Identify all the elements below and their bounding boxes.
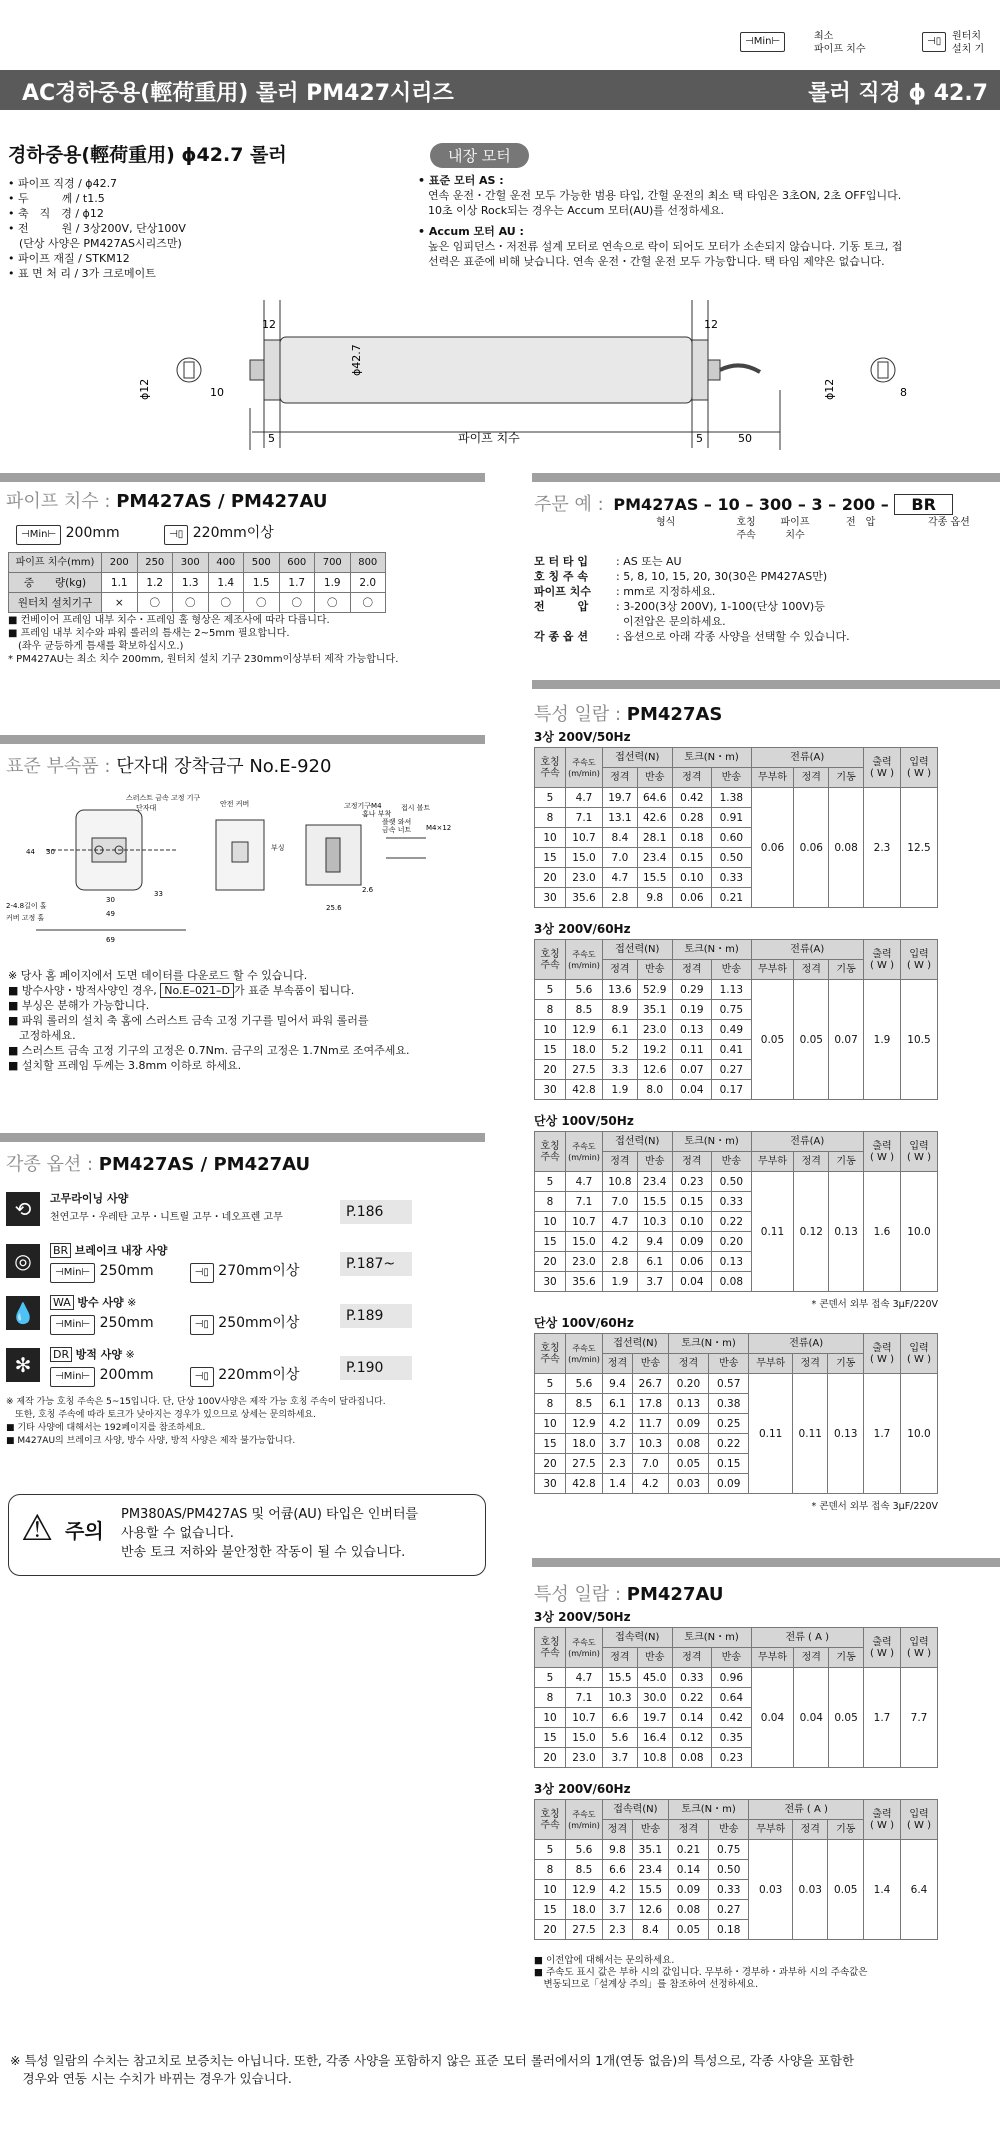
svg-text:안전 커버: 안전 커버 [220,800,250,808]
table-row: 8 7.1 7.0 15.5 0.15 0.33 [535,1192,938,1212]
top-legend [740,30,1000,70]
table-row: 15 15.0 7.0 23.4 0.15 0.50 [535,848,938,868]
shaft-end-right [868,355,898,385]
section-bar [532,1558,1000,1567]
char-table-block [534,1608,938,1768]
svg-text:스러스트 금속 고정 기구: 스러스트 금속 고정 기구 [126,794,201,802]
svg-text:부싱: 부싱 [271,844,285,852]
table-row: 5 5.6 9.4 26.7 0.20 0.57 0.11 0.11 0.13 1.7 10.0 [535,1374,938,1394]
accessory-heading: 표준 부속품 : 단자대 장착금구 No.E-920 [6,756,332,777]
table-row: 5 5.6 13.6 52.9 0.29 1.13 0.05 0.05 0.07 1.9 10.5 [535,980,938,1000]
dim-phi12-right: ϕ12 [823,378,836,400]
motor-au-text: 높은 임피던스・저전류 설계 모터로 연속으로 락이 되어도 모터가 소손되지 않습니다. 기동 토크, 접 선력은 표준에 비해 낮습니다. 연속 운전・간헐 운전 모두 가능합니다. 택 타임 제약은 없습니다. [428,240,903,268]
svg-text:2-4.8길이 홀: 2-4.8길이 홀 [6,902,47,910]
dim-5-right: 5 [696,432,703,445]
svg-text:접시 볼트: 접시 볼트 [401,804,431,812]
order-sub-pipe: 파이프 치수 [780,517,810,541]
page-title: AC경하중용(輕荷重用) 롤러 PM427시리즈 [22,81,454,106]
char-table: 호칭 주속 주속도 (m/min) 접선력(N) 토크(N・m) 전류(A) 출력 ( W ) 입력 ( W ) 정격 반송 정격 반송 무부하 정격 기동 5 5.6 13.6 52.9 0.29 1.13 0.05 0.05 0.07 1.9 10.5 8 8.5 8.9 35.1 0.19 0.75 10 12.9 6.1 23.0 0.13 0.49 15 18.0 5.2 19.2 0.11 0.41 20 27.5 3.3 12.6 0.07 0.27 30 42.8 1.9 8.0 0.04 0.17 [534,939,938,1100]
warning-icon: ⚠ [21,1508,54,1549]
char-table-title: 단상 100V/60Hz [534,1316,634,1330]
note-ref: No.E–021–D [160,983,234,998]
table-row: 30 35.6 2.8 9.8 0.06 0.21 [535,888,938,908]
page-ref: P.190 [340,1356,412,1380]
table-row: 20 27.5 2.3 7.0 0.05 0.15 [535,1454,938,1474]
table-row: 10 12.9 6.1 23.0 0.13 0.49 [535,1020,938,1040]
pipe-dim-notes: ■ 컨베이어 프레임 내부 치수・프레임 홀 형상은 제조사에 따라 다릅니다. ■ 프레임 내부 치수와 파워 롤러의 틈새는 2~5mm 필요합니다. (좌우 균등하게 틈새를 확보하십시오.) * PM427AU는 최소 치수 200mm, 원터치 설치 기구 230mm이상부터 제작 가능합니다. [8,615,399,665]
table-row: 15 18.0 3.7 12.6 0.08 0.27 [535,1900,938,1920]
dim-8: 8 [900,386,907,399]
svg-text:단자대: 단자대 [136,804,157,812]
table-row: 30 35.6 1.9 3.7 0.04 0.08 [535,1272,938,1292]
dim-50: 50 [738,432,752,445]
svg-text:2.6: 2.6 [362,886,374,894]
table-row: 15 18.0 3.7 10.3 0.08 0.22 [535,1434,938,1454]
order-sub-option: 각종 옵션 [928,517,970,528]
motor-au-title: • Accum 모터 AU : [418,225,524,238]
spec-list [8,176,408,281]
option-dripproof: ✻ DR 방적 사양 ※ ⊣Min⊢ 200mm ⊣▯ 220mm이상 P.190 [6,1344,406,1388]
spec-item: • 파이프 직경 / ϕ42.7 [8,177,118,190]
table-row: 8 7.1 13.1 42.6 0.28 0.91 [535,808,938,828]
char-table-block [534,1314,938,1512]
char-au-tables [534,1608,938,1952]
order-sub-speed: 호칭 주속 [736,517,756,541]
char-as-heading: 특성 일람 : PM427AS [534,704,723,725]
mount-icon: ⊣▯ [164,525,188,545]
options-notes: ※ 제작 가능 호칭 주속은 5~15입니다. 단, 단상 100V사양은 제작 가능 호칭 주속이 달라집니다. 또한, 호칭 주속에 따라 토크가 낮아지는 경우가 있으므로 상세는 문의하세요. ■ 기타 사양에 대해서는 192페이지를 참조하세요. ■ M427AU의 브레이크 사양, 방수 사양, 방적 사양은 제작 불가능합니다. [6,1397,386,1446]
dim-pipe: 파이프 치수 [458,431,520,445]
char-table-title: 3상 200V/50Hz [534,1610,631,1624]
spiral-icon: ⟲ [6,1192,40,1226]
pipe-min-row: ⊣Min⊢ 200mm ⊣▯ 220mm이상 [16,522,274,545]
title-bar [0,70,1000,110]
dim-12-left: 12 [262,318,276,331]
dim-10: 10 [210,386,224,399]
capacitor-note: * 콘덴서 외부 접속 3μF/220V [811,1501,938,1512]
char-table-block [534,728,938,908]
table-row: 20 27.5 3.3 12.6 0.07 0.27 [535,1060,938,1080]
caution-box [8,1494,486,1576]
char-table: 호칭 주속 주속도 (m/min) 접선력(N) 토크(N・m) 전류(A) 출력 ( W ) 입력 ( W ) 정격 반송 정격 반송 무부하 정격 기동 5 4.7 10.8 23.4 0.23 0.50 0.11 0.12 0.13 1.6 10.0 8 7.1 7.0 15.5 0.15 0.33 10 10.7 4.7 10.3 0.10 0.22 15 15.0 4.2 9.4 0.09 0.20 20 23.0 2.8 6.1 0.06 0.13 30 35.6 1.9 3.7 0.04 0.08 [534,1131,938,1292]
svg-text:플랫 와셔: 플랫 와셔 [382,818,412,826]
option-rubber: ⟲ 고무라이닝 사양 천연고무・우레탄 고무・니트릴 고무・네오프렌 고무 P.186 [6,1188,406,1232]
fan-icon: ✻ [6,1348,40,1382]
table-row: 20 23.0 2.8 6.1 0.06 0.13 [535,1252,938,1272]
table-row: 8 8.5 6.6 23.4 0.14 0.50 [535,1860,938,1880]
char-table: 호칭 주속 주속도 (m/min) 접선력(N) 토크(N・m) 전류(A) 출력 ( W ) 입력 ( W ) 정격 반송 정격 반송 무부하 정격 기동 5 5.6 9.4 26.7 0.20 0.57 0.11 0.11 0.13 1.7 10.0 8 8.5 6.1 17.8 0.13 0.38 10 12.9 4.2 11.7 0.09 0.25 15 18.0 3.7 10.3 0.08 0.22 20 27.5 2.3 7.0 0.05 0.15 30 42.8 1.4 4.2 0.03 0.09 [534,1333,938,1494]
char-au-notes: ■ 이전압에 대해서는 문의하세요. ■ 주속도 표시 값은 부하 시의 값입니다. 무부하・경부하・과부하 시의 주속값은 변동되므로「설계상 주의」를 참조하여 선정하세요. [534,1955,868,1990]
char-table-title: 단상 100V/50Hz [534,1114,634,1128]
section-bar [0,1133,485,1142]
svg-text:44: 44 [26,848,35,856]
char-table-title: 3상 200V/60Hz [534,922,631,936]
min-dim-label: 최소 파이프 치수 [814,31,866,55]
roller-diameter: 롤러 직경 ϕ 42.7 [808,81,988,106]
min-dim-icon: ⊣Min⊢ [740,32,785,52]
table-row: 5 4.7 15.5 45.0 0.33 0.96 0.04 0.04 0.05 1.7 7.7 [535,1668,938,1688]
page-ref: P.189 [340,1304,412,1328]
table-row: 8 8.5 8.9 35.1 0.19 0.75 [535,1000,938,1020]
table-row: 15 15.0 5.6 16.4 0.12 0.35 [535,1728,938,1748]
table-row: 10 10.7 4.7 10.3 0.10 0.22 [535,1212,938,1232]
dim-phi12-left: ϕ12 [138,378,151,400]
svg-text:고정기구M4: 고정기구M4 [344,802,382,810]
table-row: 10 12.9 4.2 15.5 0.09 0.33 [535,1880,938,1900]
dim-12-right: 12 [704,318,718,331]
spec-item: • 전 원 / 3상200V, 단상100V [8,222,186,235]
dim-diameter: ϕ42.7 [350,344,363,376]
capacitor-note: * 콘덴서 외부 접속 3μF/220V [811,1299,938,1310]
char-table: 호칭 주속 주속도 (m/min) 접속력(N) 토크(N・m) 전류 ( A ) 출력 ( W ) 입력 ( W ) 정격 반송 정격 반송 무부하 정격 기동 5 4.7 15.5 45.0 0.33 0.96 0.04 0.04 0.05 1.7 7.7 8 7.1 10.3 30.0 0.22 0.64 10 10.7 6.6 19.7 0.14 0.42 15 15.0 5.6 16.4 0.12 0.35 20 23.0 3.7 10.8 0.08 0.23 [534,1627,938,1768]
footer-note: ※ 특성 일람의 수치는 참고치로 보증치는 아닙니다. 또한, 각종 사양을 포함하지 않은 표준 모터 롤러에서의 1개(연동 없음)의 특성으로, 각종 사양을 포함한 경우와 연동 시는 수치가 바뀌는 경우가 있습니다. [10,2053,855,2086]
svg-text:69: 69 [106,936,115,944]
table-row: 5 4.7 10.8 23.4 0.23 0.50 0.11 0.12 0.13 1.6 10.0 [535,1172,938,1192]
table-row: 8 8.5 6.1 17.8 0.13 0.38 [535,1394,938,1414]
order-spec-list: 모 터 타 입 : AS 또는 AU 호 칭 주 속 : 5, 8, 10, 15, 20, 30(30은 PM427AS만) 파이프 치수 : mm로 지정하세요. 전 압 : 3-200(3상 200V), 1-100(단상 100V)등 이전압은 문의하세요. 각 종 옵 션 : 옵션으로 아래 각종 사양을 선택할 수 있습니다. [534,555,850,643]
caution-label: 주의 [65,1519,104,1543]
svg-text:홈나 부착: 홈나 부착 [362,810,392,818]
spec-item: • 표 면 처 리 / 3가 크로메이트 [8,267,156,280]
motor-as-text: 연속 운전・간헐 운전 모두 가능한 범용 타입, 간헐 운전의 최소 택 타임은 3초ON, 2초 OFF입니다. 10초 이상 Rock되는 경우는 Accum 모터(AU)를 선정하세요. [428,189,902,217]
char-table-title: 3상 200V/50Hz [534,730,631,744]
table-row: 30 42.8 1.9 8.0 0.04 0.17 [535,1080,938,1100]
section-bar [532,473,1000,482]
section-bar [0,735,485,744]
spec-item: (단상 사양은 PM427AS시리즈만) [8,237,182,250]
svg-text:30: 30 [106,896,115,904]
section-bar [532,680,1000,689]
motor-as-title: • 표준 모터 AS : [418,174,504,187]
table-row: 20 23.0 4.7 15.5 0.10 0.33 [535,868,938,888]
option-brake: ◎ BR 브레이크 내장 사양 ⊣Min⊢ 250mm ⊣▯ 270mm이상 P.187~ [6,1240,406,1284]
options-heading: 각종 옵션 : PM427AS / PM427AU [6,1154,311,1175]
order-heading: 주문 예 : PM427AS – 10 – 300 – 3 – 200 – BR [534,490,953,516]
page-ref: P.186 [340,1200,412,1224]
spec-item: • 두 께 / t1.5 [8,192,105,205]
char-table-title: 3상 200V/60Hz [534,1782,631,1796]
svg-text:33: 33 [154,890,163,898]
accessory-drawing [6,790,476,950]
order-sub-model: 형식 [656,517,676,528]
drop-icon: 💧 [6,1296,40,1330]
char-as-tables [534,728,938,1516]
table-row: 30 42.8 1.4 4.2 0.03 0.09 [535,1474,938,1494]
spec-item: • 축 직 경 / ϕ12 [8,207,104,220]
table-row: 5 5.6 9.8 35.1 0.21 0.75 0.03 0.03 0.05 1.4 6.4 [535,1840,938,1860]
char-table-block [534,1780,938,1940]
order-sub-voltage: 전 압 [846,517,876,528]
caution-text: PM380AS/PM427AS 및 어큠(AU) 타입은 인버터를 사용할 수 없습니다. 반송 토크 저하와 불안정한 작동이 될 수 있습니다. [121,1507,419,1560]
svg-text:30: 30 [46,848,55,856]
table-row: 10 12.9 4.2 11.7 0.09 0.25 [535,1414,938,1434]
table-row: 8 7.1 10.3 30.0 0.22 0.64 [535,1688,938,1708]
svg-text:M4×12: M4×12 [426,824,452,832]
motor-description [418,173,998,269]
table-row: 5 4.7 19.7 64.6 0.42 1.38 0.06 0.06 0.08 2.3 12.5 [535,788,938,808]
table-row: 10 10.7 8.4 28.1 0.18 0.60 [535,828,938,848]
page-ref: P.187~ [340,1252,412,1276]
pipe-dim-table: 파이프 치수(mm) 200 250 300 400 500 600 700 800 중 량(kg) 1.1 1.2 1.3 1.4 1.5 1.7 1.9 2.0 원터치 설치기구 × 〇 〇 〇 〇 〇 〇 〇 [8,552,386,613]
table-row: 10 10.7 6.6 19.7 0.14 0.42 [535,1708,938,1728]
min-icon: ⊣Min⊢ [16,525,61,545]
char-table-block [534,920,938,1100]
mount-icon: ⊣▯ [922,32,946,52]
option-waterproof: 💧 WA 방수 사양 ※ ⊣Min⊢ 250mm ⊣▯ 250mm이상 P.189 [6,1292,406,1336]
table-row: 15 15.0 4.2 9.4 0.09 0.20 [535,1232,938,1252]
section-bar [0,473,485,482]
svg-text:25.6: 25.6 [326,904,342,912]
accessory-notes: ※ 당사 홈 페이지에서 도면 데이터를 다운로드 할 수 있습니다. ■ 방수사양・방적사양인 경우, No.E–021–D 가 표준 부속품이 됩니다. ■ 부싱은 분해가 가능합니다. ■ 파워 롤러의 설치 축 홈에 스러스트 금속 고정 기구를 밀어서 파워 롤러를 고정하세요. ■ 스러스트 금속 고정 기구의 고정은 0.7Nm. 금구의 고정은 1.7Nm로 조여주세요. ■ 설치할 프레임 두께는 3.8mm 이하로 하세요. [8,969,410,1072]
motor-badge: 내장 모터 [430,143,529,168]
table-row: 20 23.0 3.7 10.8 0.08 0.23 [535,1748,938,1768]
char-table-block [534,1112,938,1310]
product-title: 경하중용(輕荷重用) ϕ42.7 롤러 [8,144,287,166]
svg-text:커버 고정 홀: 커버 고정 홀 [6,914,45,922]
roller-drawing [138,300,907,460]
table-row: 20 27.5 2.3 8.4 0.05 0.18 [535,1920,938,1940]
char-au-heading: 특성 일람 : PM427AU [534,1584,724,1605]
svg-text:49: 49 [106,910,115,918]
char-table: 호칭 주속 주속도 (m/min) 접선력(N) 토크(N・m) 전류(A) 출력 ( W ) 입력 ( W ) 정격 반송 정격 반송 무부하 정격 기동 5 4.7 19.7 64.6 0.42 1.38 0.06 0.06 0.08 2.3 12.5 8 7.1 13.1 42.6 0.28 0.91 10 10.7 8.4 28.1 0.18 0.60 15 15.0 7.0 23.4 0.15 0.50 20 23.0 4.7 15.5 0.10 0.33 30 35.6 2.8 9.8 0.06 0.21 [534,747,938,908]
dim-5-left: 5 [268,432,275,445]
svg-text:금속 너트: 금속 너트 [382,826,412,834]
brake-icon: ◎ [6,1244,40,1278]
spec-item: • 파이프 재질 / STKM12 [8,252,130,265]
table-row: 15 18.0 5.2 19.2 0.11 0.41 [535,1040,938,1060]
char-table: 호칭 주속 주속도 (m/min) 접속력(N) 토크(N・m) 전류 ( A ) 출력 ( W ) 입력 ( W ) 정격 반송 정격 반송 무부하 정격 기동 5 5.6 9.8 35.1 0.21 0.75 0.03 0.03 0.05 1.4 6.4 8 8.5 6.6 23.4 0.14 0.50 10 12.9 4.2 15.5 0.09 0.33 15 18.0 3.7 12.6 0.08 0.27 20 27.5 2.3 8.4 0.05 0.18 [534,1799,938,1940]
pipe-dim-heading: 파이프 치수 : PM427AS / PM427AU [6,491,328,512]
mount-label: 원터치 설치 기 [952,31,985,55]
